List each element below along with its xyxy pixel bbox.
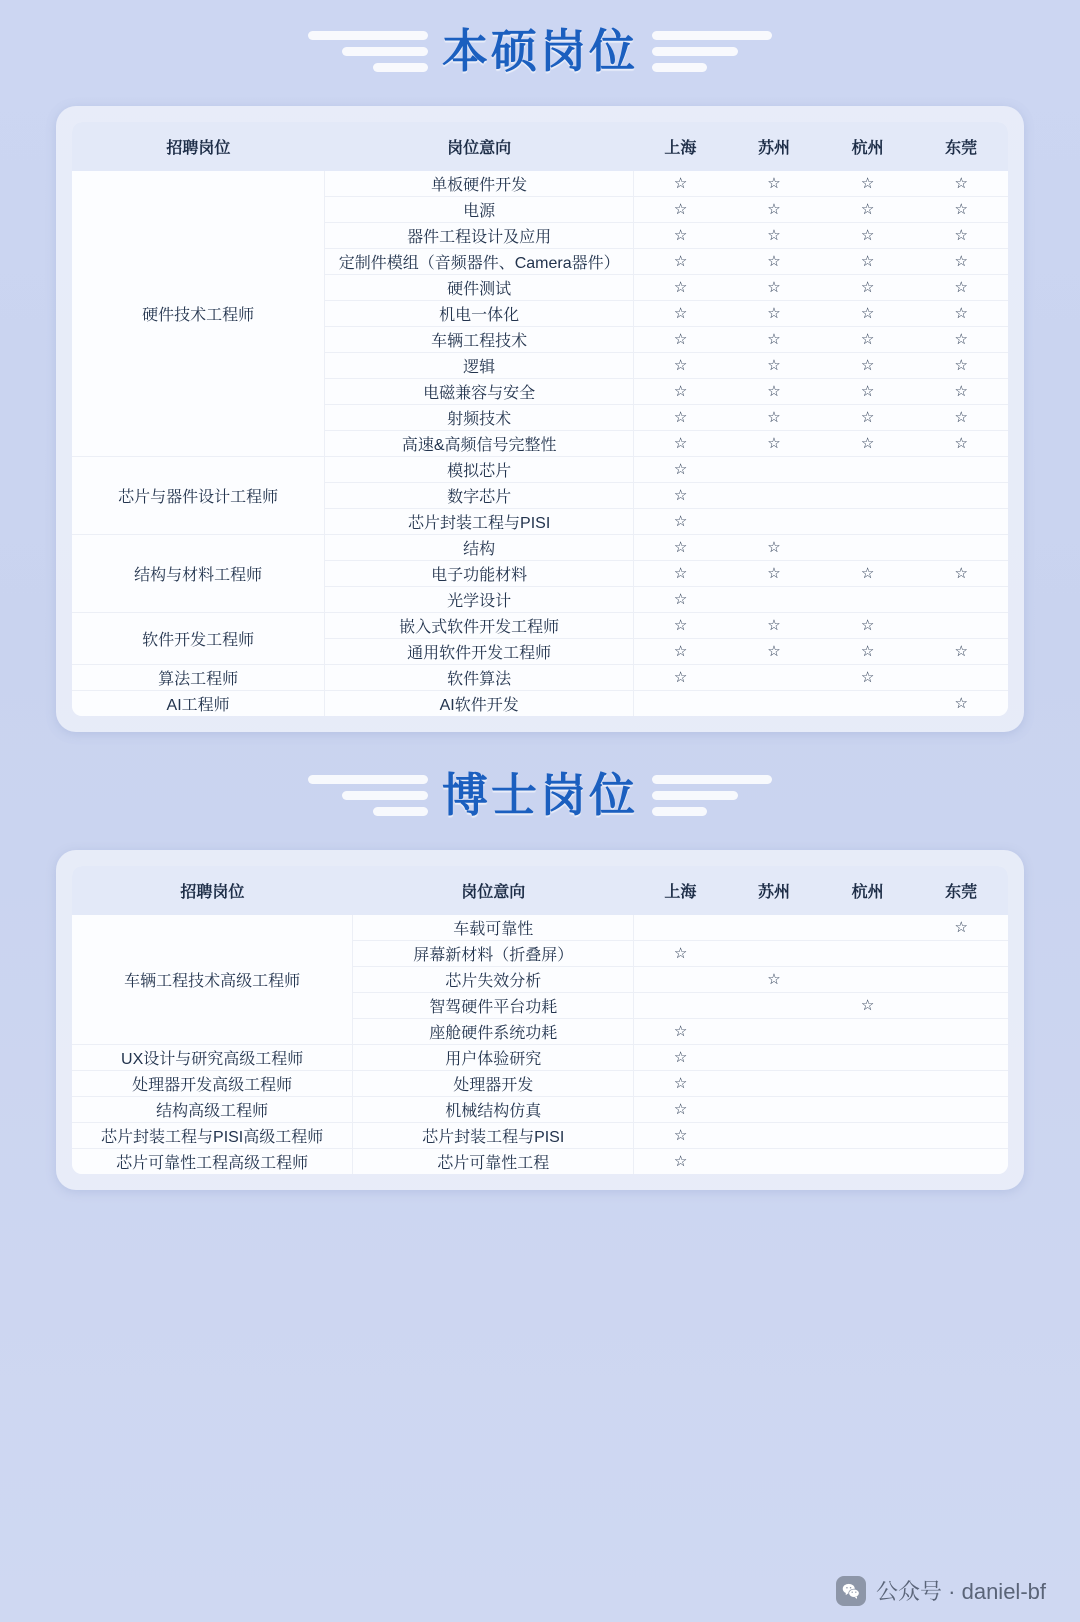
jobs-card-inner-1 bbox=[72, 122, 1008, 716]
star-icon: ☆ bbox=[673, 668, 688, 686]
star-icon: ☆ bbox=[954, 918, 968, 936]
title-decoration-left bbox=[308, 31, 428, 72]
star-icon: ☆ bbox=[860, 174, 875, 192]
star-icon: ☆ bbox=[767, 970, 781, 988]
intent-cell: 机电一体化 bbox=[325, 301, 634, 327]
location-mark-hangzhou bbox=[821, 613, 915, 639]
intent-cell: 结构 bbox=[325, 535, 634, 561]
location-mark-hangzhou bbox=[821, 587, 915, 613]
location-mark-suzhou bbox=[727, 275, 821, 301]
location-mark-suzhou bbox=[727, 405, 821, 431]
location-mark-suzhou bbox=[727, 1123, 821, 1149]
location-mark-suzhou bbox=[727, 249, 821, 275]
location-mark-suzhou bbox=[727, 301, 821, 327]
location-mark-dongguan bbox=[914, 431, 1008, 457]
location-mark-dongguan bbox=[914, 405, 1008, 431]
star-icon: ☆ bbox=[767, 200, 781, 218]
location-mark-hangzhou bbox=[821, 353, 915, 379]
star-icon: ☆ bbox=[954, 356, 968, 374]
location-mark-shanghai bbox=[634, 967, 728, 993]
intent-cell: 芯片失效分析 bbox=[353, 967, 634, 993]
location-mark-shanghai bbox=[634, 197, 728, 223]
col-header-intent: 岗位意向 bbox=[353, 866, 634, 915]
star-icon: ☆ bbox=[860, 434, 875, 452]
location-mark-dongguan bbox=[914, 967, 1008, 993]
intent-cell: 芯片可靠性工程 bbox=[353, 1149, 634, 1175]
role-cell: 结构高级工程师 bbox=[72, 1097, 353, 1123]
location-mark-hangzhou bbox=[821, 327, 915, 353]
star-icon: ☆ bbox=[673, 382, 688, 400]
location-mark-dongguan bbox=[914, 915, 1008, 941]
location-mark-dongguan bbox=[914, 993, 1008, 1019]
star-icon: ☆ bbox=[767, 434, 781, 452]
role-cell: 芯片与器件设计工程师 bbox=[72, 457, 325, 535]
intent-cell: 软件算法 bbox=[325, 665, 634, 691]
col-header-dongguan: 东莞 bbox=[914, 866, 1008, 915]
star-icon: ☆ bbox=[860, 642, 875, 660]
location-mark-shanghai bbox=[634, 379, 728, 405]
star-icon: ☆ bbox=[673, 200, 688, 218]
star-icon: ☆ bbox=[673, 512, 688, 530]
title-decoration-right-2 bbox=[652, 775, 772, 816]
table-row bbox=[72, 1045, 1008, 1071]
location-mark-hangzhou bbox=[821, 457, 915, 483]
location-mark-shanghai bbox=[634, 1071, 728, 1097]
location-mark-hangzhou bbox=[821, 1019, 915, 1045]
intent-cell: 定制件模组（音频器件、Camera器件） bbox=[325, 249, 634, 275]
location-mark-shanghai bbox=[634, 275, 728, 301]
star-icon: ☆ bbox=[860, 304, 875, 322]
location-mark-suzhou bbox=[727, 587, 821, 613]
location-mark-suzhou bbox=[727, 941, 821, 967]
intent-cell: 车载可靠性 bbox=[353, 915, 634, 941]
location-mark-shanghai bbox=[634, 1045, 728, 1071]
intent-cell: 嵌入式软件开发工程师 bbox=[325, 613, 634, 639]
location-mark-hangzhou bbox=[821, 535, 915, 561]
intent-cell: 车辆工程技术 bbox=[325, 327, 634, 353]
intent-cell: 芯片封装工程与PISI bbox=[325, 509, 634, 535]
star-icon: ☆ bbox=[673, 1152, 688, 1170]
star-icon: ☆ bbox=[860, 382, 875, 400]
jobs-card-2 bbox=[56, 850, 1024, 1190]
location-mark-suzhou bbox=[727, 457, 821, 483]
star-icon: ☆ bbox=[673, 460, 688, 478]
location-mark-shanghai bbox=[634, 431, 728, 457]
star-icon: ☆ bbox=[673, 408, 688, 426]
location-mark-shanghai bbox=[634, 249, 728, 275]
location-mark-hangzhou bbox=[821, 197, 915, 223]
col-header-shanghai: 上海 bbox=[634, 122, 728, 171]
location-mark-hangzhou bbox=[821, 405, 915, 431]
location-mark-dongguan bbox=[914, 1097, 1008, 1123]
star-icon: ☆ bbox=[767, 278, 781, 296]
page-title-2: 博士岗位 bbox=[442, 769, 638, 821]
location-mark-hangzhou bbox=[821, 993, 915, 1019]
location-mark-shanghai bbox=[634, 587, 728, 613]
location-mark-hangzhou bbox=[821, 509, 915, 535]
col-header-role: 招聘岗位 bbox=[72, 122, 325, 171]
star-icon: ☆ bbox=[767, 616, 781, 634]
table-header-row bbox=[72, 866, 1008, 915]
star-icon: ☆ bbox=[860, 564, 875, 582]
location-mark-hangzhou bbox=[821, 665, 915, 691]
location-mark-shanghai bbox=[634, 483, 728, 509]
location-mark-shanghai bbox=[634, 1149, 728, 1175]
location-mark-suzhou bbox=[727, 915, 821, 941]
col-header-role: 招聘岗位 bbox=[72, 866, 353, 915]
location-mark-suzhou bbox=[727, 993, 821, 1019]
table-row bbox=[72, 915, 1008, 941]
location-mark-suzhou bbox=[727, 535, 821, 561]
location-mark-suzhou bbox=[727, 327, 821, 353]
role-cell: 芯片可靠性工程高级工程师 bbox=[72, 1149, 353, 1175]
location-mark-suzhou bbox=[727, 967, 821, 993]
location-mark-shanghai bbox=[634, 405, 728, 431]
star-icon: ☆ bbox=[954, 200, 968, 218]
star-icon: ☆ bbox=[767, 252, 781, 270]
role-cell: 芯片封装工程与PISI高级工程师 bbox=[72, 1123, 353, 1149]
location-mark-shanghai bbox=[634, 1019, 728, 1045]
location-mark-hangzhou bbox=[821, 941, 915, 967]
table-row bbox=[72, 1123, 1008, 1149]
location-mark-hangzhou bbox=[821, 275, 915, 301]
col-header-dongguan: 东莞 bbox=[914, 122, 1008, 171]
location-mark-suzhou bbox=[727, 639, 821, 665]
intent-cell: 座舱硬件系统功耗 bbox=[353, 1019, 634, 1045]
location-mark-shanghai bbox=[634, 665, 728, 691]
star-icon: ☆ bbox=[954, 408, 968, 426]
location-mark-shanghai bbox=[634, 301, 728, 327]
star-icon: ☆ bbox=[954, 564, 968, 582]
location-mark-shanghai bbox=[634, 915, 728, 941]
star-icon: ☆ bbox=[673, 1048, 688, 1066]
location-mark-suzhou bbox=[727, 171, 821, 197]
location-mark-hangzhou bbox=[821, 1149, 915, 1175]
star-icon: ☆ bbox=[954, 642, 968, 660]
role-cell: 车辆工程技术高级工程师 bbox=[72, 915, 353, 1045]
star-icon: ☆ bbox=[673, 564, 688, 582]
star-icon: ☆ bbox=[954, 694, 968, 712]
location-mark-suzhou bbox=[727, 665, 821, 691]
star-icon: ☆ bbox=[860, 200, 875, 218]
section-title-2 bbox=[0, 769, 1080, 821]
star-icon: ☆ bbox=[860, 330, 875, 348]
col-header-intent: 岗位意向 bbox=[325, 122, 634, 171]
star-icon: ☆ bbox=[954, 278, 968, 296]
location-mark-shanghai bbox=[634, 613, 728, 639]
section-doctor bbox=[0, 732, 1080, 1190]
intent-cell: 智驾硬件平台功耗 bbox=[353, 993, 634, 1019]
role-cell: 软件开发工程师 bbox=[72, 613, 325, 665]
location-mark-hangzhou bbox=[821, 431, 915, 457]
star-icon: ☆ bbox=[673, 434, 688, 452]
location-mark-dongguan bbox=[914, 613, 1008, 639]
location-mark-dongguan bbox=[914, 665, 1008, 691]
star-icon: ☆ bbox=[673, 486, 688, 504]
col-header-suzhou: 苏州 bbox=[727, 122, 821, 171]
star-icon: ☆ bbox=[673, 944, 688, 962]
location-mark-dongguan bbox=[914, 197, 1008, 223]
star-icon: ☆ bbox=[954, 382, 968, 400]
star-icon: ☆ bbox=[860, 356, 875, 374]
star-icon: ☆ bbox=[673, 590, 688, 608]
location-mark-hangzhou bbox=[821, 915, 915, 941]
star-icon: ☆ bbox=[954, 226, 968, 244]
intent-cell: 机械结构仿真 bbox=[353, 1097, 634, 1123]
page-title-1: 本硕岗位 bbox=[442, 25, 638, 77]
location-mark-hangzhou bbox=[821, 1097, 915, 1123]
role-cell: AI工程师 bbox=[72, 691, 325, 717]
table-row bbox=[72, 535, 1008, 561]
location-mark-hangzhou bbox=[821, 379, 915, 405]
star-icon: ☆ bbox=[767, 226, 781, 244]
location-mark-hangzhou bbox=[821, 691, 915, 717]
location-mark-suzhou bbox=[727, 691, 821, 717]
star-icon: ☆ bbox=[673, 330, 688, 348]
intent-cell: 电子功能材料 bbox=[325, 561, 634, 587]
star-icon: ☆ bbox=[673, 278, 688, 296]
intent-cell: 用户体验研究 bbox=[353, 1045, 634, 1071]
location-mark-suzhou bbox=[727, 1019, 821, 1045]
jobs-table-body-2 bbox=[72, 915, 1008, 1174]
location-mark-shanghai bbox=[634, 327, 728, 353]
col-header-hangzhou: 杭州 bbox=[821, 122, 915, 171]
location-mark-suzhou bbox=[727, 1045, 821, 1071]
role-cell: 结构与材料工程师 bbox=[72, 535, 325, 613]
location-mark-dongguan bbox=[914, 535, 1008, 561]
star-icon: ☆ bbox=[767, 642, 781, 660]
location-mark-dongguan bbox=[914, 1019, 1008, 1045]
location-mark-dongguan bbox=[914, 275, 1008, 301]
star-icon: ☆ bbox=[860, 996, 875, 1014]
star-icon: ☆ bbox=[954, 174, 968, 192]
intent-cell: 高速&高频信号完整性 bbox=[325, 431, 634, 457]
intent-cell: 硬件测试 bbox=[325, 275, 634, 301]
location-mark-dongguan bbox=[914, 509, 1008, 535]
location-mark-dongguan bbox=[914, 691, 1008, 717]
wechat-icon bbox=[836, 1576, 866, 1606]
star-icon: ☆ bbox=[673, 304, 688, 322]
star-icon: ☆ bbox=[673, 538, 688, 556]
role-cell: UX设计与研究高级工程师 bbox=[72, 1045, 353, 1071]
location-mark-suzhou bbox=[727, 431, 821, 457]
col-header-suzhou: 苏州 bbox=[727, 866, 821, 915]
location-mark-dongguan bbox=[914, 223, 1008, 249]
star-icon: ☆ bbox=[673, 1022, 688, 1040]
star-icon: ☆ bbox=[767, 304, 781, 322]
star-icon: ☆ bbox=[673, 1126, 688, 1144]
location-mark-dongguan bbox=[914, 941, 1008, 967]
location-mark-shanghai bbox=[634, 993, 728, 1019]
location-mark-hangzhou bbox=[821, 967, 915, 993]
intent-cell: 电磁兼容与安全 bbox=[325, 379, 634, 405]
location-mark-dongguan bbox=[914, 301, 1008, 327]
location-mark-hangzhou bbox=[821, 639, 915, 665]
location-mark-shanghai bbox=[634, 509, 728, 535]
star-icon: ☆ bbox=[860, 252, 875, 270]
intent-cell: 光学设计 bbox=[325, 587, 634, 613]
section-bachelor-master bbox=[0, 0, 1080, 732]
table-header-row bbox=[72, 122, 1008, 171]
jobs-card-1 bbox=[56, 106, 1024, 732]
intent-cell: 芯片封装工程与PISI bbox=[353, 1123, 634, 1149]
star-icon: ☆ bbox=[767, 564, 781, 582]
location-mark-dongguan bbox=[914, 587, 1008, 613]
intent-cell: 器件工程设计及应用 bbox=[325, 223, 634, 249]
star-icon: ☆ bbox=[673, 252, 688, 270]
location-mark-shanghai bbox=[634, 1097, 728, 1123]
star-icon: ☆ bbox=[954, 330, 968, 348]
location-mark-suzhou bbox=[727, 223, 821, 249]
intent-cell: 逻辑 bbox=[325, 353, 634, 379]
location-mark-shanghai bbox=[634, 639, 728, 665]
location-mark-dongguan bbox=[914, 1123, 1008, 1149]
location-mark-shanghai bbox=[634, 535, 728, 561]
location-mark-shanghai bbox=[634, 223, 728, 249]
table-row bbox=[72, 665, 1008, 691]
location-mark-suzhou bbox=[727, 1149, 821, 1175]
location-mark-hangzhou bbox=[821, 1071, 915, 1097]
star-icon: ☆ bbox=[767, 330, 781, 348]
intent-cell: AI软件开发 bbox=[325, 691, 634, 717]
location-mark-hangzhou bbox=[821, 249, 915, 275]
location-mark-hangzhou bbox=[821, 483, 915, 509]
location-mark-dongguan bbox=[914, 1045, 1008, 1071]
intent-cell: 电源 bbox=[325, 197, 634, 223]
col-header-shanghai: 上海 bbox=[634, 866, 728, 915]
star-icon: ☆ bbox=[954, 434, 968, 452]
footer-watermark bbox=[836, 1575, 1046, 1606]
star-icon: ☆ bbox=[673, 356, 688, 374]
star-icon: ☆ bbox=[673, 1100, 688, 1118]
star-icon: ☆ bbox=[673, 226, 688, 244]
location-mark-hangzhou bbox=[821, 301, 915, 327]
location-mark-hangzhou bbox=[821, 223, 915, 249]
location-mark-dongguan bbox=[914, 353, 1008, 379]
section-title-1 bbox=[0, 25, 1080, 77]
intent-cell: 射频技术 bbox=[325, 405, 634, 431]
role-cell: 处理器开发高级工程师 bbox=[72, 1071, 353, 1097]
star-icon: ☆ bbox=[767, 538, 781, 556]
location-mark-shanghai bbox=[634, 1123, 728, 1149]
location-mark-dongguan bbox=[914, 1071, 1008, 1097]
location-mark-shanghai bbox=[634, 561, 728, 587]
intent-cell: 数字芯片 bbox=[325, 483, 634, 509]
footer-text: 公众号 · daniel-bf bbox=[876, 1579, 1046, 1604]
location-mark-dongguan bbox=[914, 171, 1008, 197]
star-icon: ☆ bbox=[767, 382, 781, 400]
star-icon: ☆ bbox=[860, 668, 875, 686]
location-mark-dongguan bbox=[914, 327, 1008, 353]
location-mark-suzhou bbox=[727, 483, 821, 509]
star-icon: ☆ bbox=[860, 226, 875, 244]
star-icon: ☆ bbox=[954, 304, 968, 322]
star-icon: ☆ bbox=[860, 408, 875, 426]
location-mark-suzhou bbox=[727, 197, 821, 223]
jobs-table-body-1 bbox=[72, 171, 1008, 716]
table-row bbox=[72, 457, 1008, 483]
location-mark-suzhou bbox=[727, 353, 821, 379]
location-mark-suzhou bbox=[727, 1071, 821, 1097]
table-row bbox=[72, 171, 1008, 197]
location-mark-suzhou bbox=[727, 613, 821, 639]
jobs-table-1 bbox=[72, 122, 1008, 716]
location-mark-dongguan bbox=[914, 379, 1008, 405]
intent-cell: 处理器开发 bbox=[353, 1071, 634, 1097]
location-mark-suzhou bbox=[727, 509, 821, 535]
location-mark-dongguan bbox=[914, 483, 1008, 509]
location-mark-shanghai bbox=[634, 941, 728, 967]
star-icon: ☆ bbox=[673, 1074, 688, 1092]
location-mark-shanghai bbox=[634, 457, 728, 483]
jobs-card-inner-2 bbox=[72, 866, 1008, 1174]
location-mark-dongguan bbox=[914, 561, 1008, 587]
location-mark-dongguan bbox=[914, 457, 1008, 483]
star-icon: ☆ bbox=[860, 278, 875, 296]
intent-cell: 单板硬件开发 bbox=[325, 171, 634, 197]
col-header-hangzhou: 杭州 bbox=[821, 866, 915, 915]
star-icon: ☆ bbox=[673, 616, 688, 634]
intent-cell: 屏幕新材料（折叠屏） bbox=[353, 941, 634, 967]
star-icon: ☆ bbox=[860, 616, 875, 634]
location-mark-dongguan bbox=[914, 639, 1008, 665]
location-mark-dongguan bbox=[914, 1149, 1008, 1175]
location-mark-suzhou bbox=[727, 379, 821, 405]
star-icon: ☆ bbox=[767, 174, 781, 192]
role-cell: 硬件技术工程师 bbox=[72, 171, 325, 457]
location-mark-hangzhou bbox=[821, 1123, 915, 1149]
jobs-table-2 bbox=[72, 866, 1008, 1174]
star-icon: ☆ bbox=[767, 408, 781, 426]
location-mark-dongguan bbox=[914, 249, 1008, 275]
star-icon: ☆ bbox=[767, 356, 781, 374]
title-decoration-right bbox=[652, 31, 772, 72]
table-row bbox=[72, 1071, 1008, 1097]
title-decoration-left-2 bbox=[308, 775, 428, 816]
star-icon: ☆ bbox=[673, 174, 688, 192]
table-row bbox=[72, 613, 1008, 639]
location-mark-hangzhou bbox=[821, 561, 915, 587]
star-icon: ☆ bbox=[954, 252, 968, 270]
location-mark-suzhou bbox=[727, 561, 821, 587]
table-row bbox=[72, 1149, 1008, 1175]
table-row bbox=[72, 691, 1008, 717]
location-mark-hangzhou bbox=[821, 171, 915, 197]
location-mark-hangzhou bbox=[821, 1045, 915, 1071]
table-row bbox=[72, 1097, 1008, 1123]
intent-cell: 模拟芯片 bbox=[325, 457, 634, 483]
intent-cell: 通用软件开发工程师 bbox=[325, 639, 634, 665]
location-mark-shanghai bbox=[634, 171, 728, 197]
location-mark-suzhou bbox=[727, 1097, 821, 1123]
location-mark-shanghai bbox=[634, 353, 728, 379]
location-mark-shanghai bbox=[634, 691, 728, 717]
role-cell: 算法工程师 bbox=[72, 665, 325, 691]
star-icon: ☆ bbox=[673, 642, 688, 660]
